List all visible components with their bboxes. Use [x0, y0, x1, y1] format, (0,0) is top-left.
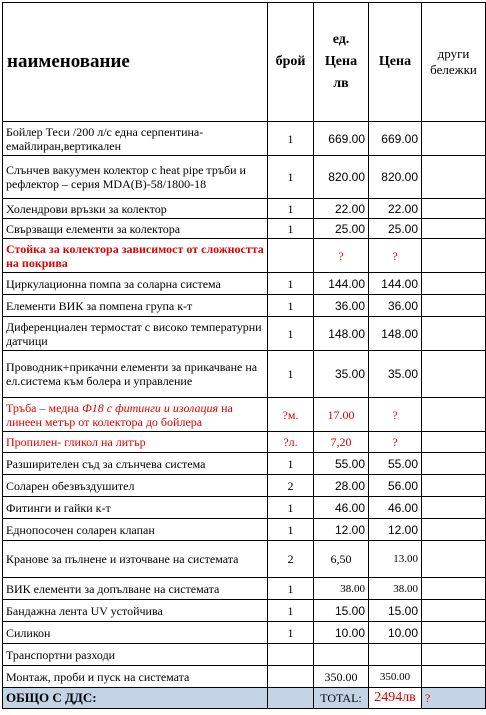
- item-unit-price: [314, 644, 369, 666]
- table-row: [3, 351, 486, 398]
- item-unit-price: 7,20: [314, 432, 369, 453]
- item-qty: 1: [268, 219, 314, 239]
- item-price: ?: [369, 432, 422, 453]
- item-name: Проводник+прикачни елементи за прикачване на ел.система към болера и управление: [3, 351, 268, 398]
- item-qty: 1: [268, 519, 314, 541]
- total-caption: TOTAL:: [314, 688, 369, 709]
- item-price: 350.00: [369, 666, 422, 688]
- item-other: [422, 497, 486, 519]
- total-label: ОБЩО С ДДС:: [3, 688, 268, 709]
- item-qty: 1: [268, 578, 314, 600]
- item-qty: ?м.: [268, 398, 314, 432]
- item-qty: ?л.: [268, 432, 314, 453]
- item-unit-price: 25.00: [314, 219, 369, 239]
- item-other: [422, 219, 486, 239]
- item-price: 12.00: [369, 519, 422, 541]
- item-unit-price: 28.00: [314, 475, 369, 497]
- total-note: ?: [422, 688, 486, 709]
- header-qty: брой: [268, 3, 314, 122]
- item-price: [369, 644, 422, 666]
- total-empty: [268, 688, 314, 709]
- item-price: 38.00: [369, 578, 422, 600]
- table-row: [3, 156, 486, 199]
- item-qty: 1: [268, 622, 314, 644]
- item-price: 46.00: [369, 497, 422, 519]
- item-qty: 2: [268, 475, 314, 497]
- item-unit-price: 820.00: [314, 156, 369, 199]
- table-row: [3, 122, 486, 156]
- item-name: Транспортни разходи: [3, 644, 268, 666]
- table-row: [3, 398, 486, 432]
- item-name: Диференциален термостат с високо температурни датчици: [3, 317, 268, 351]
- item-unit-price: 12.00: [314, 519, 369, 541]
- item-name: Циркулационна помпа за соларна система: [3, 273, 268, 295]
- header-unit-price-2: Цена: [324, 54, 358, 69]
- item-other: [422, 156, 486, 199]
- item-other: [422, 666, 486, 688]
- table-row: [3, 578, 486, 600]
- item-unit-price: 38.00: [314, 578, 369, 600]
- item-unit-price: 350.00: [314, 666, 369, 688]
- item-qty: 1: [268, 600, 314, 622]
- item-other: [422, 600, 486, 622]
- item-name: Фитинги и гайки к-т: [3, 497, 268, 519]
- item-name: Холендрови връзки за колектор: [3, 199, 268, 219]
- item-other: [422, 317, 486, 351]
- price-table: [2, 2, 486, 709]
- item-qty: 1: [268, 273, 314, 295]
- header-other: други бележки: [422, 3, 486, 122]
- item-other: [422, 295, 486, 317]
- item-unit-price: 6,50: [314, 541, 369, 578]
- table-row: [3, 666, 486, 688]
- header-unit-price: [314, 3, 369, 122]
- item-name: Еднопосочен соларен клапан: [3, 519, 268, 541]
- item-name: Стойка за колектора зависимост от сложността на покрива: [3, 239, 268, 273]
- item-price: 148.00: [369, 317, 422, 351]
- item-other: [422, 239, 486, 273]
- item-qty: 2: [268, 541, 314, 578]
- item-unit-price: ?: [314, 239, 369, 273]
- item-other: [422, 398, 486, 432]
- item-other: [422, 122, 486, 156]
- item-unit-price: 22.00: [314, 199, 369, 219]
- item-unit-price: 669.00: [314, 122, 369, 156]
- item-price: 144.00: [369, 273, 422, 295]
- item-price: 55.00: [369, 453, 422, 475]
- table-row: [3, 519, 486, 541]
- item-price: 36.00: [369, 295, 422, 317]
- item-unit-price: 55.00: [314, 453, 369, 475]
- item-name: ВИК елементи за допълване на системата: [3, 578, 268, 600]
- item-qty: 1: [268, 497, 314, 519]
- item-name: Бандажна лента UV устойчива: [3, 600, 268, 622]
- item-other: [422, 199, 486, 219]
- table-row: [3, 644, 486, 666]
- item-other: [422, 453, 486, 475]
- item-name: Елементи ВИК за помпена група к-т: [3, 295, 268, 317]
- item-unit-price: 10.00: [314, 622, 369, 644]
- item-qty: 1: [268, 122, 314, 156]
- item-name: Силикон: [3, 622, 268, 644]
- table-row: [3, 295, 486, 317]
- item-unit-price: 148.00: [314, 317, 369, 351]
- header-row: [3, 3, 486, 122]
- item-qty: [268, 666, 314, 688]
- item-price: 22.00: [369, 199, 422, 219]
- item-qty: 1: [268, 199, 314, 219]
- total-row: [3, 688, 486, 709]
- item-other: [422, 475, 486, 497]
- item-other: [422, 432, 486, 453]
- item-other: [422, 622, 486, 644]
- table-row: [3, 541, 486, 578]
- header-unit-price-3: лв: [333, 76, 349, 91]
- item-name: [3, 398, 268, 432]
- item-qty: 1: [268, 351, 314, 398]
- item-name-part: на линеен метър от колектора до бойлера: [6, 400, 233, 429]
- item-unit-price: 144.00: [314, 273, 369, 295]
- table-row: [3, 239, 486, 273]
- item-price: 25.00: [369, 219, 422, 239]
- item-other: [422, 644, 486, 666]
- header-price: Цена: [369, 3, 422, 122]
- item-other: [422, 519, 486, 541]
- item-qty: 1: [268, 453, 314, 475]
- item-qty: 1: [268, 317, 314, 351]
- item-name: Слънчев вакуумен колектор с heat pipe тръби и рефлектор – серия MDA(B)-58/1800-18: [3, 156, 268, 199]
- item-unit-price: 17.00: [314, 398, 369, 432]
- header-name: наименование: [3, 3, 268, 122]
- item-other: [422, 541, 486, 578]
- item-name-part: Тръба – медна: [6, 400, 83, 415]
- table-row: [3, 432, 486, 453]
- item-name: Монтаж, проби и пуск на системата: [3, 666, 268, 688]
- header-unit-price-1: ед.: [332, 32, 350, 47]
- table-row: [3, 219, 486, 239]
- item-price: 10.00: [369, 622, 422, 644]
- item-other: [422, 351, 486, 398]
- item-name: Соларен обезвъздушител: [3, 475, 268, 497]
- table-row: [3, 273, 486, 295]
- item-price: 35.00: [369, 351, 422, 398]
- item-name: Кранове за пълнене и източване на системата: [3, 541, 268, 578]
- table-row: [3, 622, 486, 644]
- item-name: Бойлер Теси /200 л/с една серпентина-емайлиран,вертикален: [3, 122, 268, 156]
- item-price: ?: [369, 239, 422, 273]
- item-unit-price: 15.00: [314, 600, 369, 622]
- table-row: [3, 453, 486, 475]
- table-row: [3, 600, 486, 622]
- item-unit-price: 36.00: [314, 295, 369, 317]
- item-other: [422, 578, 486, 600]
- item-unit-price: 46.00: [314, 497, 369, 519]
- item-price: 56.00: [369, 475, 422, 497]
- item-name: Разширителен съд за слънчева система: [3, 453, 268, 475]
- item-price: 15.00: [369, 600, 422, 622]
- item-price: ?: [369, 398, 422, 432]
- total-value: 2494лв: [369, 688, 422, 709]
- item-qty: [268, 239, 314, 273]
- item-qty: 1: [268, 295, 314, 317]
- item-name-part: Ф18 с фитинги и изолация: [82, 400, 219, 415]
- table-row: [3, 475, 486, 497]
- item-other: [422, 273, 486, 295]
- item-qty: [268, 644, 314, 666]
- item-price: 13.00: [369, 541, 422, 578]
- table-row: [3, 317, 486, 351]
- item-qty: 1: [268, 156, 314, 199]
- item-name: Свързващи елементи за колектора: [3, 219, 268, 239]
- item-unit-price: 35.00: [314, 351, 369, 398]
- item-price: 820.00: [369, 156, 422, 199]
- table-row: [3, 199, 486, 219]
- item-name: Пропилен- гликол на литър: [3, 432, 268, 453]
- item-price: 669.00: [369, 122, 422, 156]
- table-row: [3, 497, 486, 519]
